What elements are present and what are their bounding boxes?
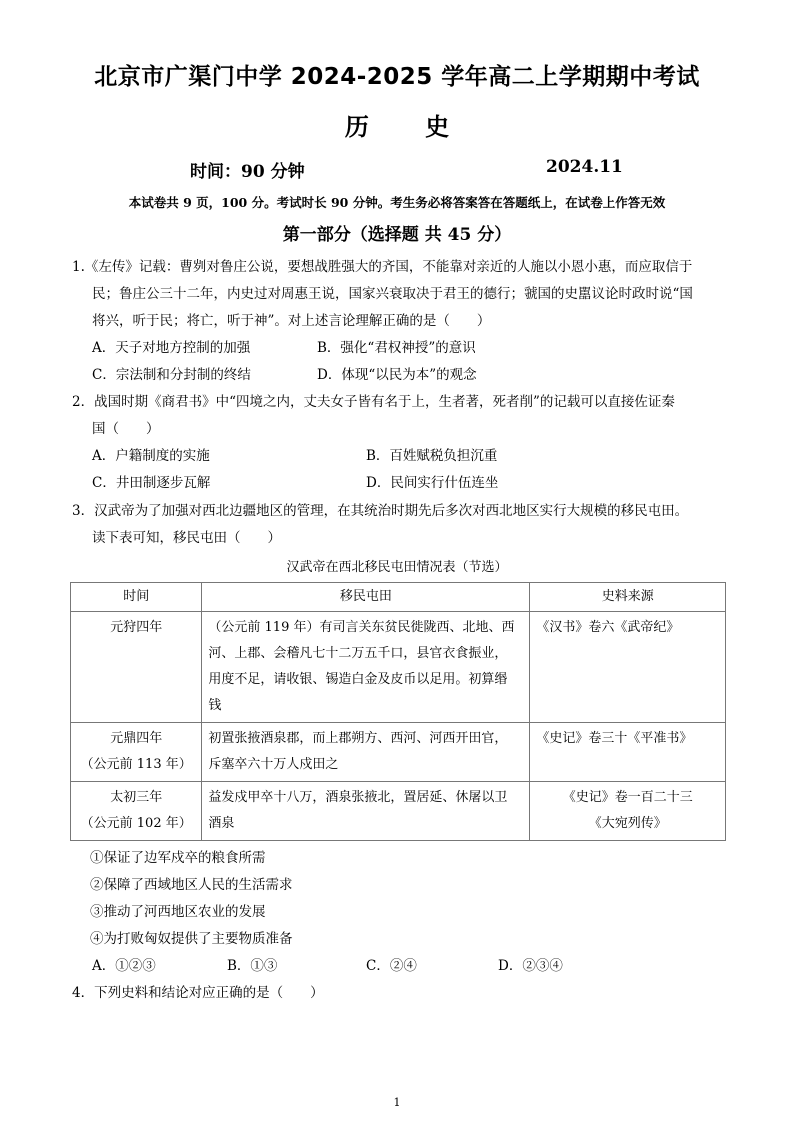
table-cell-content — [202, 723, 530, 782]
cell-line: 河、上郡、会稽凡七十二万五千口，县官衣食振业， — [208, 646, 508, 661]
cell-line: 太初三年 — [110, 790, 163, 805]
q2-option-a: A．户籍制度的实施 — [92, 448, 210, 464]
q1-option-b: B．强化“君权神授”的意识 — [317, 340, 476, 356]
q1-option-d: D．体现“以民为本”的观念 — [317, 367, 477, 383]
subject-title — [0, 107, 794, 142]
exam-title: 北京市广渠门中学 2024-2025 学年高二上学期期中考试 — [94, 64, 700, 90]
cell-line: （公元前 102 年） — [80, 816, 192, 831]
cell-line: 《大宛列传》 — [588, 816, 667, 831]
q2-option-d: D．民间实行什伍连坐 — [366, 475, 499, 491]
cell-line: 钱 — [208, 698, 222, 713]
table-cell-time — [71, 612, 202, 723]
table-cell-time — [71, 782, 202, 841]
cell-line: 斥塞卒六十万人戍田之 — [208, 757, 339, 772]
table-header-row — [71, 583, 726, 612]
cell-line: 元鼎四年 — [110, 731, 163, 746]
q3-statement-3: ③推动了河西地区农业的发展 — [90, 904, 266, 920]
q3-statement-1: ①保证了边军戍卒的粮食所需 — [90, 850, 266, 866]
q2-option-b: B．百姓赋税负担沉重 — [366, 448, 498, 464]
table-row — [71, 612, 726, 723]
cell-line: 初置张掖酒泉郡，而上郡朔方、西河、河西开田官， — [208, 731, 508, 746]
table-row — [71, 723, 726, 782]
q3-statement-2: ②保障了西域地区人民的生活需求 — [90, 877, 293, 893]
cell-line: （公元前 113 年） — [80, 757, 192, 772]
table-cell-source — [530, 723, 726, 782]
q3-option-b: B．①③ — [227, 958, 278, 974]
table-caption: 汉武帝在西北移民屯田情况表（节选） — [286, 560, 508, 575]
table-header: 时间 — [71, 583, 202, 612]
table-header: 史料来源 — [530, 583, 726, 612]
cell-line: 用度不足，请收银、锡造白金及皮币以足用。初算缗 — [208, 672, 508, 687]
table-cell-time — [71, 723, 202, 782]
table-row — [71, 782, 726, 841]
q2-option-c: C．井田制逐步瓦解 — [92, 475, 211, 491]
q3-option-d: D．②③④ — [498, 958, 563, 974]
table-cell-source — [530, 612, 726, 723]
q1-option-c: C．宗法制和分封制的终结 — [92, 367, 251, 383]
q3-line-1: 3．汉武帝为了加强对西北边疆地区的管理，在其统治时期先后多次对西北地区实行大规模的移民屯田。 — [72, 503, 689, 519]
q1-line-2: 民；鲁庄公三十二年，内史过对周惠王说，国家兴衰取决于君王的德行；虢国的史嚚议论时政时说“国 — [92, 286, 693, 302]
q1-option-a: A．天子对地方控制的加强 — [92, 340, 251, 356]
settlement-table — [70, 582, 726, 841]
exam-notice: 本试卷共 9 页，100 分。考试时长 90 分钟。考生务必将答案答在答题纸上，在试卷上作答无效 — [128, 195, 666, 210]
subject-char-2: 史 — [425, 113, 450, 141]
q3-option-a: A．①②③ — [92, 958, 156, 974]
subject-char-1: 历 — [344, 113, 369, 141]
cell-line: 酒泉 — [208, 816, 235, 831]
cell-line: 益发戍甲卒十八万，酒泉张掖北，置居延、休屠以卫 — [208, 790, 508, 805]
q3-line-2: 读下表可知，移民屯田（ ） — [92, 530, 281, 546]
q2-line-1: 2．战国时期《商君书》中“四境之内，丈夫女子皆有名于上，生者著，死者削”的记载可以直接佐证秦 — [72, 394, 675, 410]
cell-line: 《汉书》卷六《武帝纪》 — [536, 620, 680, 635]
q4-line-1: 4．下列史料和结论对应正确的是（ ） — [72, 985, 324, 1001]
q1-line-1: 1.《左传》记载：曹刿对鲁庄公说，要想战胜强大的齐国，不能靠对亲近的人施以小恩小惠，而应取信于 — [72, 259, 693, 275]
section-heading: 第一部分（选择题 共 45 分） — [282, 225, 512, 245]
table-cell-content — [202, 612, 530, 723]
q1-line-3: 将兴，听于民；将亡，听于神”。对上述言论理解正确的是（ ） — [92, 313, 491, 329]
cell-line: 《史记》卷一百二十三 — [562, 790, 693, 805]
q3-statement-4: ④为打败匈奴提供了主要物质准备 — [90, 931, 293, 947]
page-number: 1 — [393, 1096, 401, 1109]
table-cell-content — [202, 782, 530, 841]
cell-line: （公元前 119 年）有司言关东贫民徙陇西、北地、西 — [208, 620, 515, 635]
cell-line: 《史记》卷三十《平准书》 — [536, 731, 693, 746]
table-header: 移民屯田 — [202, 583, 530, 612]
table-cell-source — [530, 782, 726, 841]
exam-date: 2024.11 — [546, 157, 623, 177]
cell-line: 元狩四年 — [110, 620, 163, 635]
q2-line-2: 国（ ） — [92, 421, 160, 437]
exam-duration: 时间：90 分钟 — [190, 162, 305, 182]
q3-option-c: C．②④ — [366, 958, 417, 974]
